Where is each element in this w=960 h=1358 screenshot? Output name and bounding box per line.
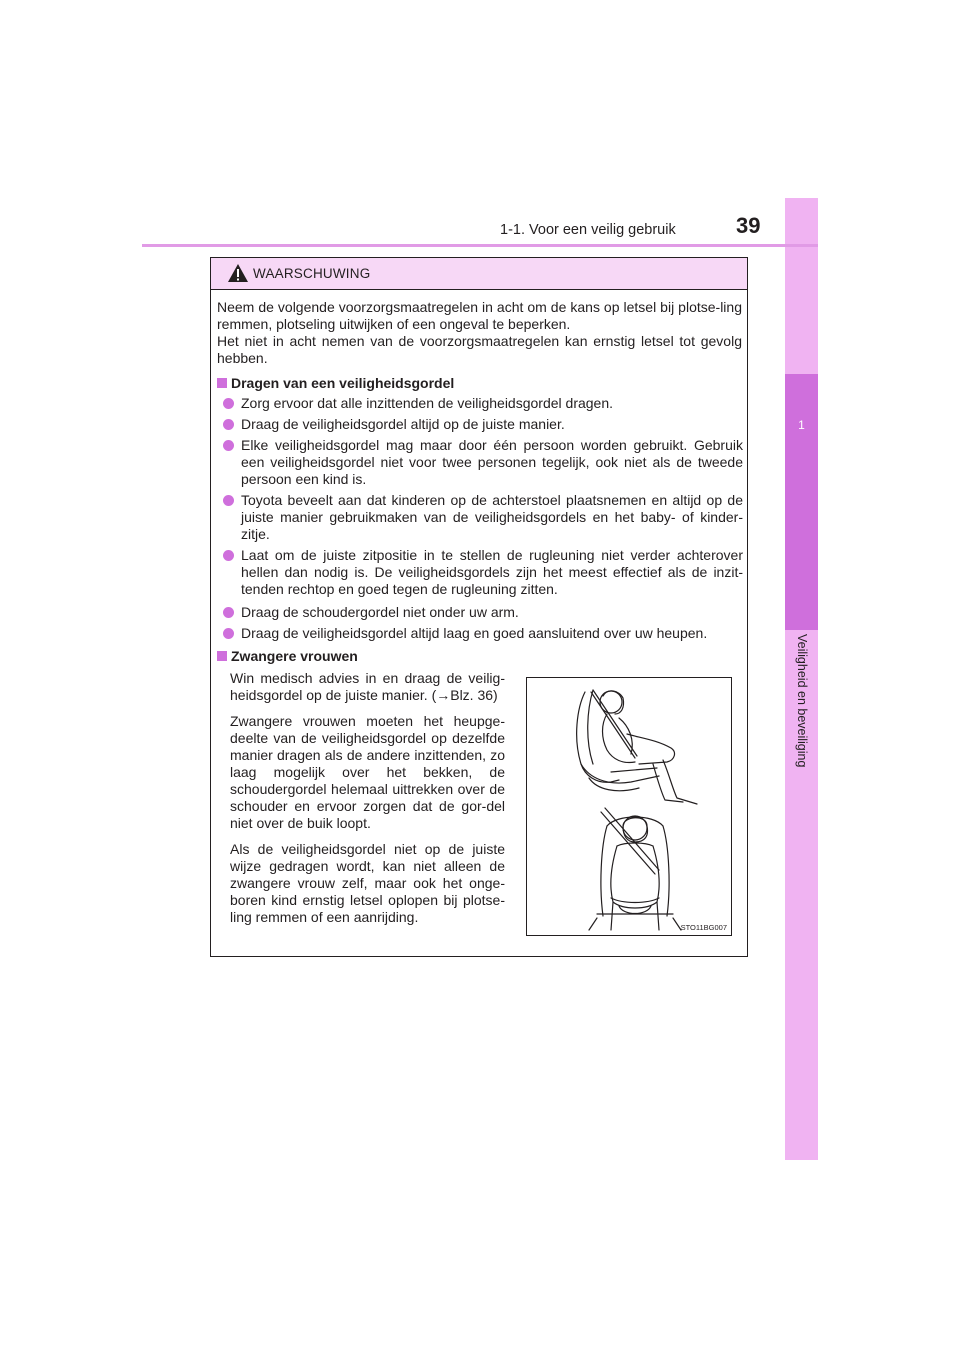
pregnant-paragraph-1: Win medisch advies in en draag de veilig-heidsgordel op de juiste manier. (→Blz. 36) (230, 670, 505, 703)
pregnant-paragraph-3: Als de veiligheidsgordel niet op de juiste wijze gedragen wordt, kan niet alleen de zwangere vrouw zelf, maar ook het onge-boren kind ernstig letsel oplopen bij plotse-ling remmen of een aanrijding. (230, 841, 505, 925)
bullet-dot-icon (223, 550, 234, 561)
pregnant-seatbelt-illustration (526, 677, 732, 936)
chapter-number: 1 (798, 418, 805, 432)
bullet-dot-icon (223, 495, 234, 506)
header-rule (142, 244, 818, 247)
chapter-marker (785, 374, 818, 630)
bullet-item: Draag de veiligheidsgordel altijd laag en goed aansluitend over uw heupen. (223, 625, 743, 642)
chapter-title: Veiligheid en beveiliging (795, 634, 809, 768)
section-heading-seatbelt: Dragen van een veiligheidsgordel (217, 375, 454, 391)
bullet-item: Draag de schoudergordel niet onder uw arm. (223, 604, 743, 621)
image-code: STO11BG007 (680, 923, 727, 932)
section-heading-pregnant: Zwangere vrouwen (217, 648, 358, 664)
bullet-item: Zorg ervoor dat alle inzittenden de veiligheidsgordel dragen. (223, 395, 743, 412)
square-bullet-icon (217, 378, 227, 388)
bullet-dot-icon (223, 398, 234, 409)
warning-triangle-icon (227, 263, 249, 283)
chapter-side-tab (785, 198, 818, 1160)
bullet-dot-icon (223, 440, 234, 451)
square-bullet-icon (217, 651, 227, 661)
intro-paragraph-2: Het niet in acht nemen van de voorzorgsmaatregelen kan ernstig letsel tot gevolg hebben. (217, 333, 742, 366)
bullet-dot-icon (223, 419, 234, 430)
bullet-item: Elke veiligheidsgordel mag maar door één persoon worden gebruikt. Gebruik een veiligheidsgordel niet voor twee personen tegelijk, ook niet als de tweede persoon een kind is. (223, 437, 743, 488)
bullet-dot-icon (223, 628, 234, 639)
warning-box (210, 257, 748, 957)
warning-intro (217, 299, 742, 367)
seated-woman-side-view-drawing (527, 678, 731, 806)
warning-header (211, 258, 747, 290)
intro-paragraph-1: Neem de volgende voorzorgsmaatregelen in acht om de kans op letsel bij plotse-ling remmen, plotseling uitwijken of een ongeval te beperken. (217, 299, 742, 332)
bullet-dot-icon (223, 607, 234, 618)
bullet-item: Laat om de juiste zitpositie in te stellen de rugleuning niet verder achterover hellen dan nodig is. De veiligheidsgordels zijn het meest effectief als de inzit-tenden rechtop en goed tegen de rugleuning zitten. (223, 547, 743, 598)
pregnant-paragraph-2: Zwangere vrouwen moeten het heupge-deelte van de veiligheidsgordel op dezelfde manier dragen als de andere inzittenden, zo laag mogelijk over het bekken, de schoudergordel helemaal uittrekken over de schouder en ervoor zorgen dat de gor-del niet over de buik loopt. (230, 713, 505, 831)
page-number: 39 (736, 213, 761, 238)
section-title: 1-1. Voor een veilig gebruik (500, 222, 676, 238)
warning-label: WAARSCHUWING (253, 266, 371, 281)
bullet-item: Toyota beveelt aan dat kinderen op de achterstoel plaatsnemen en altijd op de juiste manier gebruikmaken van de veiligheidsgordels en het baby- of kinder-zitje. (223, 492, 743, 543)
bullet-item: Draag de veiligheidsgordel altijd op de juiste manier. (223, 416, 743, 433)
seated-woman-front-view-drawing (527, 806, 731, 936)
